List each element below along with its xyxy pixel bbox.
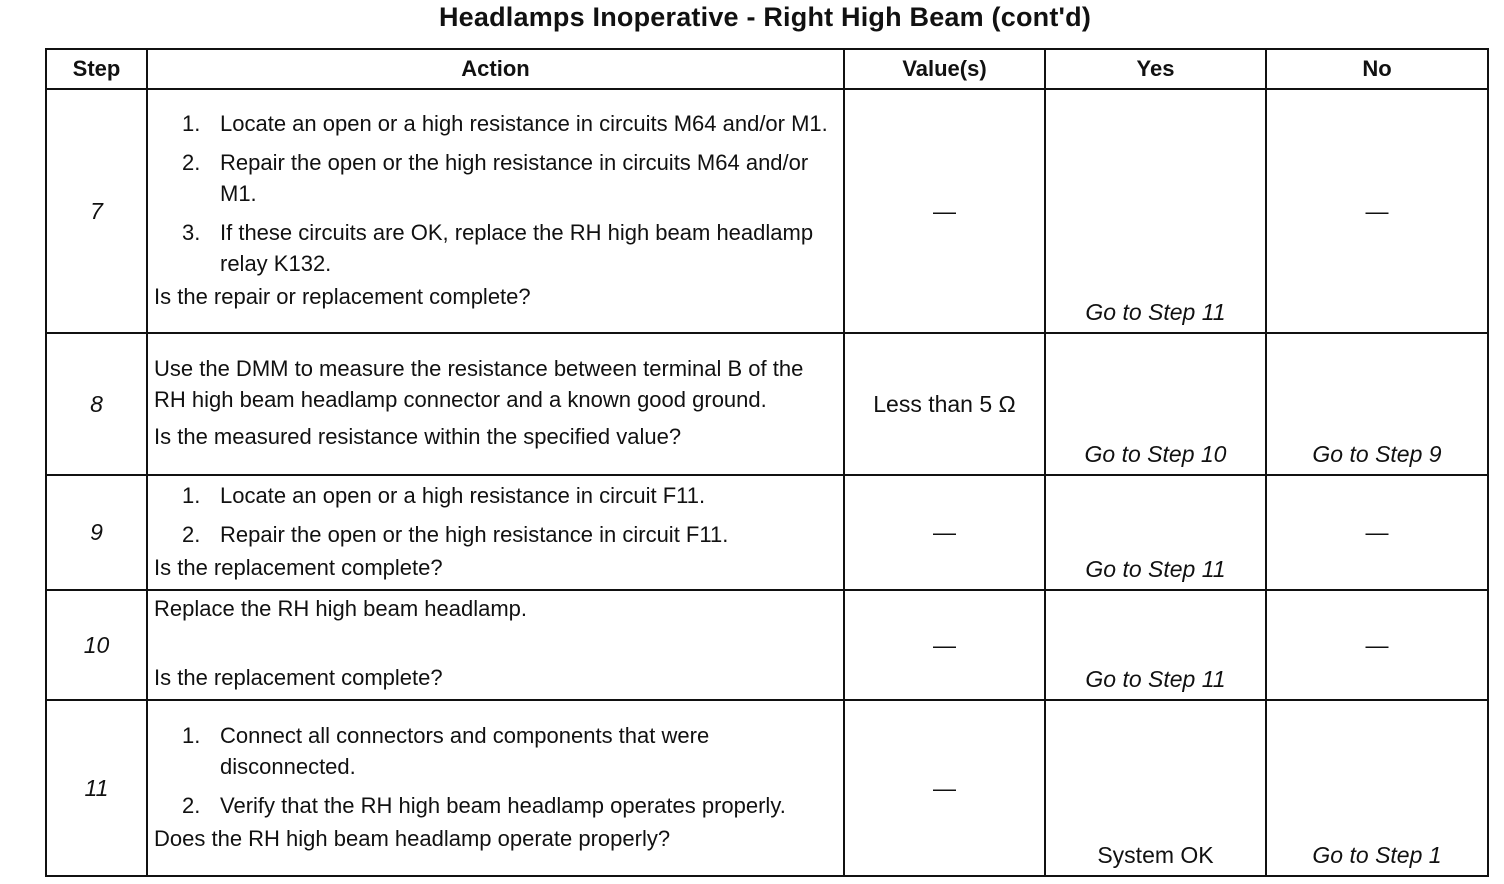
yes-cell	[1045, 475, 1266, 590]
no-result: —	[1365, 197, 1389, 224]
diagnostic-table	[45, 48, 1489, 877]
yes-result: Go to Step 10	[1084, 441, 1227, 467]
value-cell: Less than 5 Ω	[844, 333, 1045, 475]
no-result: Go to Step 1	[1312, 842, 1442, 868]
header-action: Action	[147, 49, 844, 89]
value-cell: —	[844, 475, 1045, 590]
no-result: —	[1365, 519, 1389, 545]
no-result: Go to Step 9	[1312, 441, 1442, 467]
action-list	[154, 720, 837, 821]
table-row	[46, 700, 1488, 876]
yes-cell	[1045, 590, 1266, 700]
action-paragraph: Use the DMM to measure the resistance between terminal B of the RH high beam headlamp connector and a known good ground.	[154, 355, 804, 412]
table-row	[46, 475, 1488, 590]
page-title: Headlamps Inoperative - Right High Beam (cont'd)	[438, 2, 1092, 32]
action-cell	[147, 590, 844, 700]
yes-result: Go to Step 11	[1085, 666, 1226, 692]
action-question: Is the replacement complete?	[154, 665, 443, 690]
action-list	[154, 108, 837, 279]
action-cell	[147, 89, 844, 333]
no-cell	[1266, 333, 1488, 475]
header-yes: Yes	[1045, 49, 1266, 89]
list-item: 3. If these circuits are OK, replace the RH high beam headlamp relay K132.	[182, 220, 814, 276]
table-row	[46, 590, 1488, 700]
no-cell	[1266, 475, 1488, 590]
no-cell	[1266, 89, 1488, 333]
no-result: —	[1365, 631, 1389, 658]
action-cell	[147, 475, 844, 590]
table-row	[46, 333, 1488, 475]
list-item: 2. Repair the open or the high resistance in circuit F11.	[182, 522, 729, 547]
action-paragraph: Replace the RH high beam headlamp.	[154, 596, 528, 621]
value-cell: —	[844, 590, 1045, 700]
yes-result: Go to Step 11	[1085, 556, 1226, 582]
value-cell: —	[844, 89, 1045, 333]
yes-result: Go to Step 11	[1085, 299, 1226, 325]
table-row	[46, 89, 1488, 333]
list-item: 1. Locate an open or a high resistance in circuits M64 and/or M1.	[182, 111, 828, 136]
yes-cell	[1045, 333, 1266, 475]
action-list	[154, 480, 837, 550]
step-number: 7	[46, 89, 147, 333]
action-cell	[147, 333, 844, 475]
action-question: Is the repair or replacement complete?	[154, 284, 531, 309]
action-question: Is the replacement complete?	[154, 555, 443, 580]
list-item: 2. Repair the open or the high resistance in circuits M64 and/or M1.	[182, 150, 809, 206]
value-cell: —	[844, 700, 1045, 876]
header-row	[46, 49, 1488, 89]
action-cell	[147, 700, 844, 876]
no-cell	[1266, 590, 1488, 700]
yes-result: System OK	[1097, 842, 1214, 868]
header-no: No	[1266, 49, 1488, 89]
yes-cell	[1045, 89, 1266, 333]
step-number: 10	[46, 590, 147, 700]
yes-cell	[1045, 700, 1266, 876]
header-values: Value(s)	[844, 49, 1045, 89]
list-item: 1. Locate an open or a high resistance in circuit F11.	[182, 483, 706, 508]
no-cell	[1266, 700, 1488, 876]
step-number: 11	[46, 700, 147, 876]
header-step: Step	[46, 49, 147, 89]
step-number: 9	[46, 475, 147, 590]
step-number: 8	[46, 333, 147, 475]
list-item: 2. Verify that the RH high beam headlamp operates properly.	[182, 793, 786, 818]
action-question: Is the measured resistance within the specified value?	[154, 423, 682, 449]
list-item: 1. Connect all connectors and components that were disconnected.	[182, 723, 710, 779]
action-question: Does the RH high beam headlamp operate properly?	[154, 826, 671, 851]
